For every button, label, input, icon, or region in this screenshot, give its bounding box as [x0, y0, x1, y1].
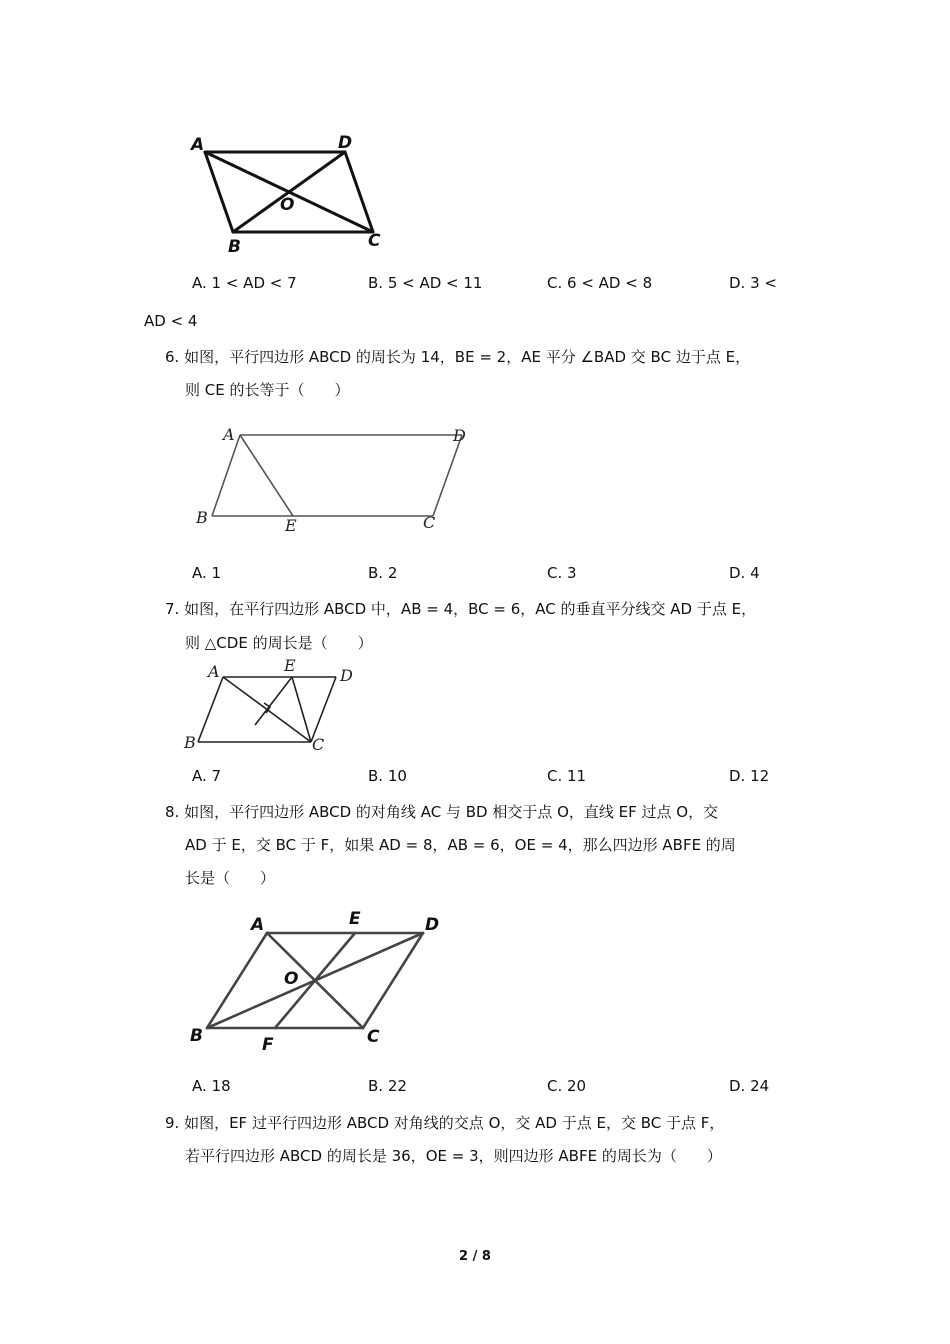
q6-option-a[interactable]: A. 1: [192, 564, 222, 582]
q5-option-d[interactable]: D. 3 <: [729, 274, 777, 292]
q6-option-b[interactable]: B. 2: [368, 564, 398, 582]
q5-figure: [185, 128, 395, 258]
q8-stem-line1: 8. 如图，平行四边形 ABCD 的对角线 AC 与 BD 相交于点 O，直线 EF 过点 O，交: [165, 803, 719, 821]
q8-label-c: C: [367, 1027, 380, 1047]
q5-option-c[interactable]: C. 6 < AD < 8: [547, 274, 653, 292]
q8-option-b[interactable]: B. 22: [368, 1077, 407, 1095]
q7-stem-line2: 则 △CDE 的周长是（ ）: [185, 634, 373, 652]
q7-label-e: E: [284, 656, 296, 675]
q8-label-a: A: [251, 915, 265, 935]
q7-label-a: A: [208, 662, 220, 681]
q6-stem-line2: 则 CE 的长等于（ ）: [185, 381, 350, 399]
q8-stem-line2: AD 于 E，交 BC 于 F，如果 AD = 8，AB = 6，OE = 4，那么四边形 ABFE 的周: [185, 836, 736, 854]
q5-label-a: A: [191, 135, 205, 155]
q5-label-b: B: [228, 237, 241, 257]
q6-label-a: A: [223, 425, 235, 444]
q6-option-d[interactable]: D. 4: [729, 564, 760, 582]
page-number: 2 / 8: [459, 1249, 491, 1264]
q6-figure: [190, 420, 480, 540]
q6-label-c: C: [423, 513, 436, 532]
q8-stem-line3: 长是（ ）: [185, 869, 276, 887]
q7-label-c: C: [312, 735, 325, 754]
q9-stem-line1: 9. 如图，EF 过平行四边形 ABCD 对角线的交点 O，交 AD 于点 E，交 BC 于点 F，: [165, 1114, 725, 1132]
q8-option-d[interactable]: D. 24: [729, 1077, 770, 1095]
q5-label-c: C: [368, 231, 381, 251]
q6-label-e: E: [285, 516, 297, 535]
q6-stem-line1: 6. 如图，平行四边形 ABCD 的周长为 14，BE = 2，AE 平分 ∠BAD 交 BC 边于点 E，: [165, 348, 751, 366]
q7-option-b[interactable]: B. 10: [368, 767, 407, 785]
q5-label-o: O: [280, 195, 295, 215]
q8-option-c[interactable]: C. 20: [547, 1077, 587, 1095]
q7-stem-line1: 7. 如图，在平行四边形 ABCD 中，AB = 4，BC = 6，AC 的垂直平分线交 AD 于点 E，: [165, 600, 757, 618]
q8-label-f: F: [262, 1035, 274, 1055]
q8-figure: [185, 900, 450, 1060]
q8-label-d: D: [425, 915, 440, 935]
q8-label-e: E: [349, 909, 361, 929]
q7-option-c[interactable]: C. 11: [547, 767, 587, 785]
q6-label-d: D: [453, 426, 466, 445]
q9-stem-line2: 若平行四边形 ABCD 的周长是 36，OE = 3，则四边形 ABFE 的周长为（ ）: [185, 1147, 722, 1165]
q7-label-d: D: [340, 666, 353, 685]
q8-option-a[interactable]: A. 18: [192, 1077, 231, 1095]
q5-option-a[interactable]: A. 1 < AD < 7: [192, 274, 297, 292]
q7-label-b: B: [184, 733, 196, 752]
q6-option-c[interactable]: C. 3: [547, 564, 577, 582]
q5-option-b[interactable]: B. 5 < AD < 11: [368, 274, 483, 292]
q8-label-o: O: [284, 969, 299, 989]
q7-option-a[interactable]: A. 7: [192, 767, 222, 785]
q7-figure: [180, 655, 370, 755]
q6-label-b: B: [196, 508, 208, 527]
q5-label-d: D: [338, 133, 353, 153]
q5-option-d-continued: AD < 4: [144, 312, 198, 330]
q8-label-b: B: [190, 1026, 203, 1046]
q7-option-d[interactable]: D. 12: [729, 767, 770, 785]
